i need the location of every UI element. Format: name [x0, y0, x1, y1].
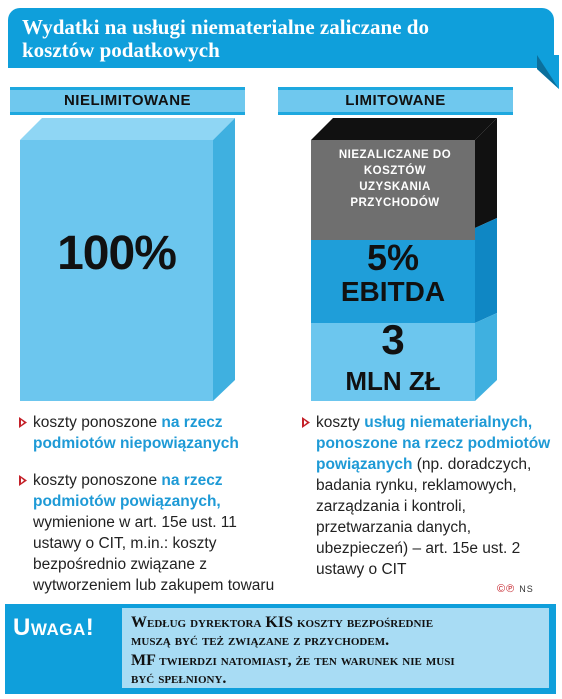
- label-nielimitowane: NIELIMITOWANE: [10, 87, 245, 115]
- bullet-highlight: usług niematerialnych, ponoszone na rzecz podmiotów powiązanych: [316, 414, 551, 473]
- uwaga-panel: [5, 604, 556, 694]
- uwaga-line-4: być spełniony.: [131, 670, 227, 687]
- right-bullet: [301, 412, 551, 580]
- arrow-bullet-icon: [18, 474, 28, 487]
- copyright-initials: NS: [519, 584, 534, 594]
- bullet-text-rest: wymienione w art. 15e ust. 11 ustawy o CIT, m.in.: koszty bezpośrednio związane z wytworzeniem lub zakupem towaru: [33, 514, 275, 594]
- copyright-mark: [497, 583, 534, 595]
- left-bullet-1: [18, 412, 268, 454]
- uwaga-note: [122, 608, 549, 688]
- title-bar: [8, 8, 554, 68]
- uwaga-line-3: MF twierdzi natomiast, że ten warunek nie musi: [131, 652, 455, 669]
- left-bullet-2: [18, 470, 280, 596]
- uwaga-line-1: Według dyrektora KIS koszty bezpośrednie: [131, 614, 434, 631]
- bullet-text: koszty ponoszone: [33, 414, 162, 431]
- cube-mid-value: 5%: [366, 237, 420, 278]
- arrow-bullet-icon: [18, 416, 28, 429]
- bullet-text-rest: (np. doradczych, badania rynku, reklamowych, zarządzania i kontroli, przetwarzania danych, ubezpieczeń) – art. 15e ust. 2 ustawy o CIT: [316, 456, 532, 578]
- uwaga-label: Uwaga!: [13, 614, 95, 641]
- corner-fold: [537, 55, 559, 89]
- copyright-symbols: ©℗: [497, 583, 516, 595]
- page-title: Wydatki na usługi niematerialne zaliczane do kosztów podatkowych: [22, 15, 429, 62]
- bullet-text: koszty: [316, 414, 365, 431]
- bullet-highlight: na rzecz podmiotów niepowiązanych: [33, 414, 239, 452]
- cube-top-label: NIEZALICZANE DO KOSZTÓW UZYSKANIA PRZYCHODÓW: [338, 149, 452, 209]
- label-limitowane: LIMITOWANE: [278, 87, 513, 115]
- bullet-text: koszty ponoszone: [33, 472, 162, 489]
- uwaga-line-2: muszą być też związane z przychodem.: [131, 632, 390, 649]
- cube-value-100: 100%: [57, 227, 176, 280]
- arrow-bullet-icon: [301, 416, 311, 429]
- cube-mid-label: EBITDA: [340, 276, 446, 307]
- cube-bot-value: 3: [381, 316, 405, 363]
- bullet-highlight: na rzecz podmiotów powiązanych,: [33, 472, 223, 510]
- cube-bot-label: MLN ZŁ: [345, 366, 441, 396]
